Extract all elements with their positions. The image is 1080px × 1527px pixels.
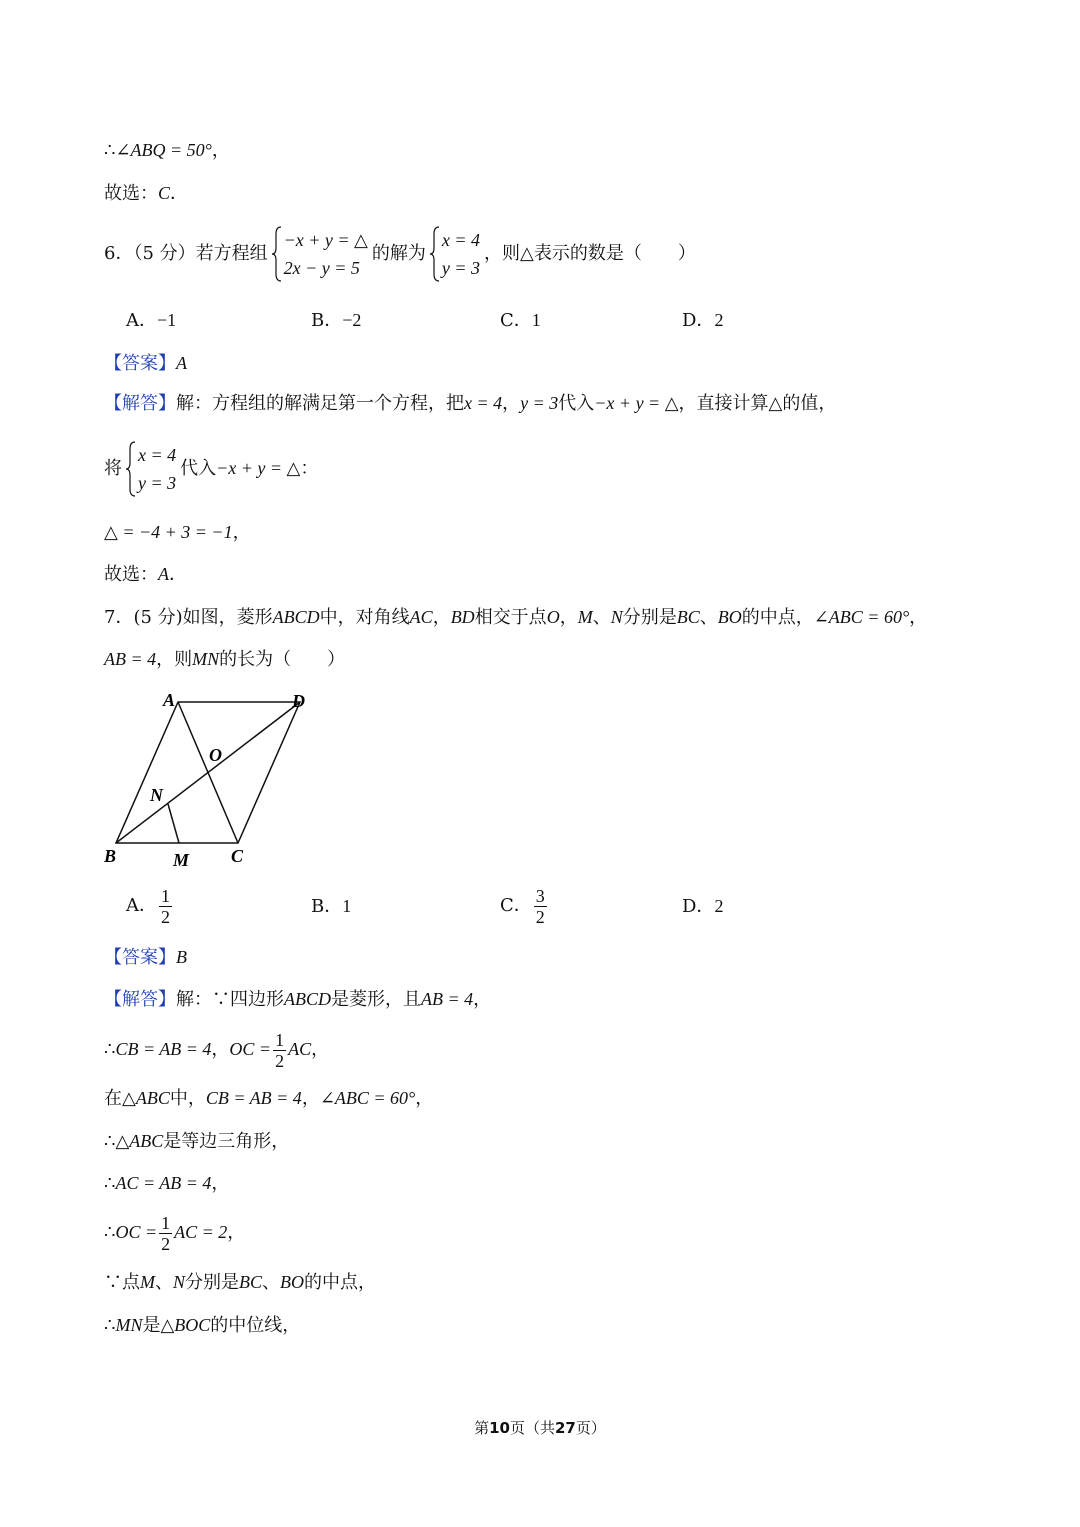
segment-mn	[168, 804, 179, 843]
label-b: B	[104, 846, 117, 866]
q7-solution-line3: 在△ABC中，CB = AB = 4，∠ABC = 60°，	[104, 1088, 434, 1109]
q7-solution-line6: ∴OC = $\frac{1}{2}$ AC = 2，	[104, 1212, 246, 1254]
brace-icon	[126, 441, 136, 497]
label-o: O	[209, 745, 222, 765]
page-number: 10	[489, 1419, 510, 1437]
label-d: D	[292, 691, 305, 711]
label-n: N	[150, 785, 163, 805]
q7-option-c: C． $\frac{3}{2}$	[500, 885, 545, 927]
q6-equation-system: −x + y = △ 2x − y = 5	[272, 226, 368, 282]
q6-option-c: C．1	[500, 310, 541, 331]
q7-solution-line1: 【解答】解：∵四边形ABCD是菱形，且AB = 4，	[104, 989, 492, 1010]
q7-solution-line5: ∴AC = AB = 4，	[104, 1173, 230, 1194]
label-m: M	[173, 850, 190, 870]
q6-option-b: B．−2	[311, 310, 362, 331]
q6-answer: 【答案】A	[104, 353, 187, 374]
q6-choice: 故选：A．	[104, 564, 187, 585]
prev-conclusion: ∴∠ABQ = 50°，	[104, 140, 230, 161]
q7-answer: 【答案】B	[104, 947, 187, 968]
q6-option-d: D．2	[682, 310, 724, 331]
label-c: C	[231, 846, 244, 866]
q7-solution-line8: ∴MN是△BOC的中位线，	[104, 1315, 301, 1336]
page-footer: 第10页（共27页）	[474, 1419, 606, 1437]
brace-icon	[430, 226, 440, 282]
q7-stem-line2: AB = 4，则MN的长为（ ）	[104, 649, 346, 670]
q6-stem: 6．（5 分）若方程组 −x + y = △ 2x − y = 5 的解为 x = 4 y = 3 ，则△表示的数是（ ）	[104, 226, 696, 282]
q6-substitution-system: x = 4 y = 3	[126, 441, 176, 497]
q6-solution-system: x = 4 y = 3	[430, 226, 480, 282]
q7-stem-line1: 7．(5 分)如图，菱形ABCD中，对角线AC，BD相交于点O，M、N分别是BC、BO的中点，∠ABC = 60°，	[104, 607, 928, 628]
q6-option-a: A．−1	[126, 310, 177, 331]
q7-solution-line2: ∴CB = AB = 4，OC = $\frac{1}{2}$ AC，	[104, 1029, 330, 1071]
q7-option-d: D．2	[682, 896, 724, 917]
diagonal-ac	[178, 702, 238, 843]
page-total: 27	[555, 1419, 576, 1437]
q6-solution-line2: 将 x = 4 y = 3 代入−x + y = △：	[104, 440, 318, 497]
q7-option-a: A． $\frac{1}{2}$	[126, 885, 170, 927]
q6-solution-line1: 【解答】解：方程组的解满足第一个方程，把x = 4，y = 3代入−x + y = △，直接计算△的值，	[104, 393, 837, 414]
q7-solution-line4: ∴△ABC是等边三角形，	[104, 1131, 290, 1152]
rhombus-figure	[100, 686, 320, 876]
q6-solution-line3: △ = −4 + 3 = −1，	[104, 522, 251, 543]
q7-solution-line7: ∵点M、N分别是BC、BO的中点，	[104, 1272, 377, 1293]
q7-option-b: B．1	[311, 896, 352, 917]
label-a: A	[163, 690, 176, 710]
prev-choice: 故选：C．	[104, 183, 189, 204]
brace-icon	[272, 226, 282, 282]
